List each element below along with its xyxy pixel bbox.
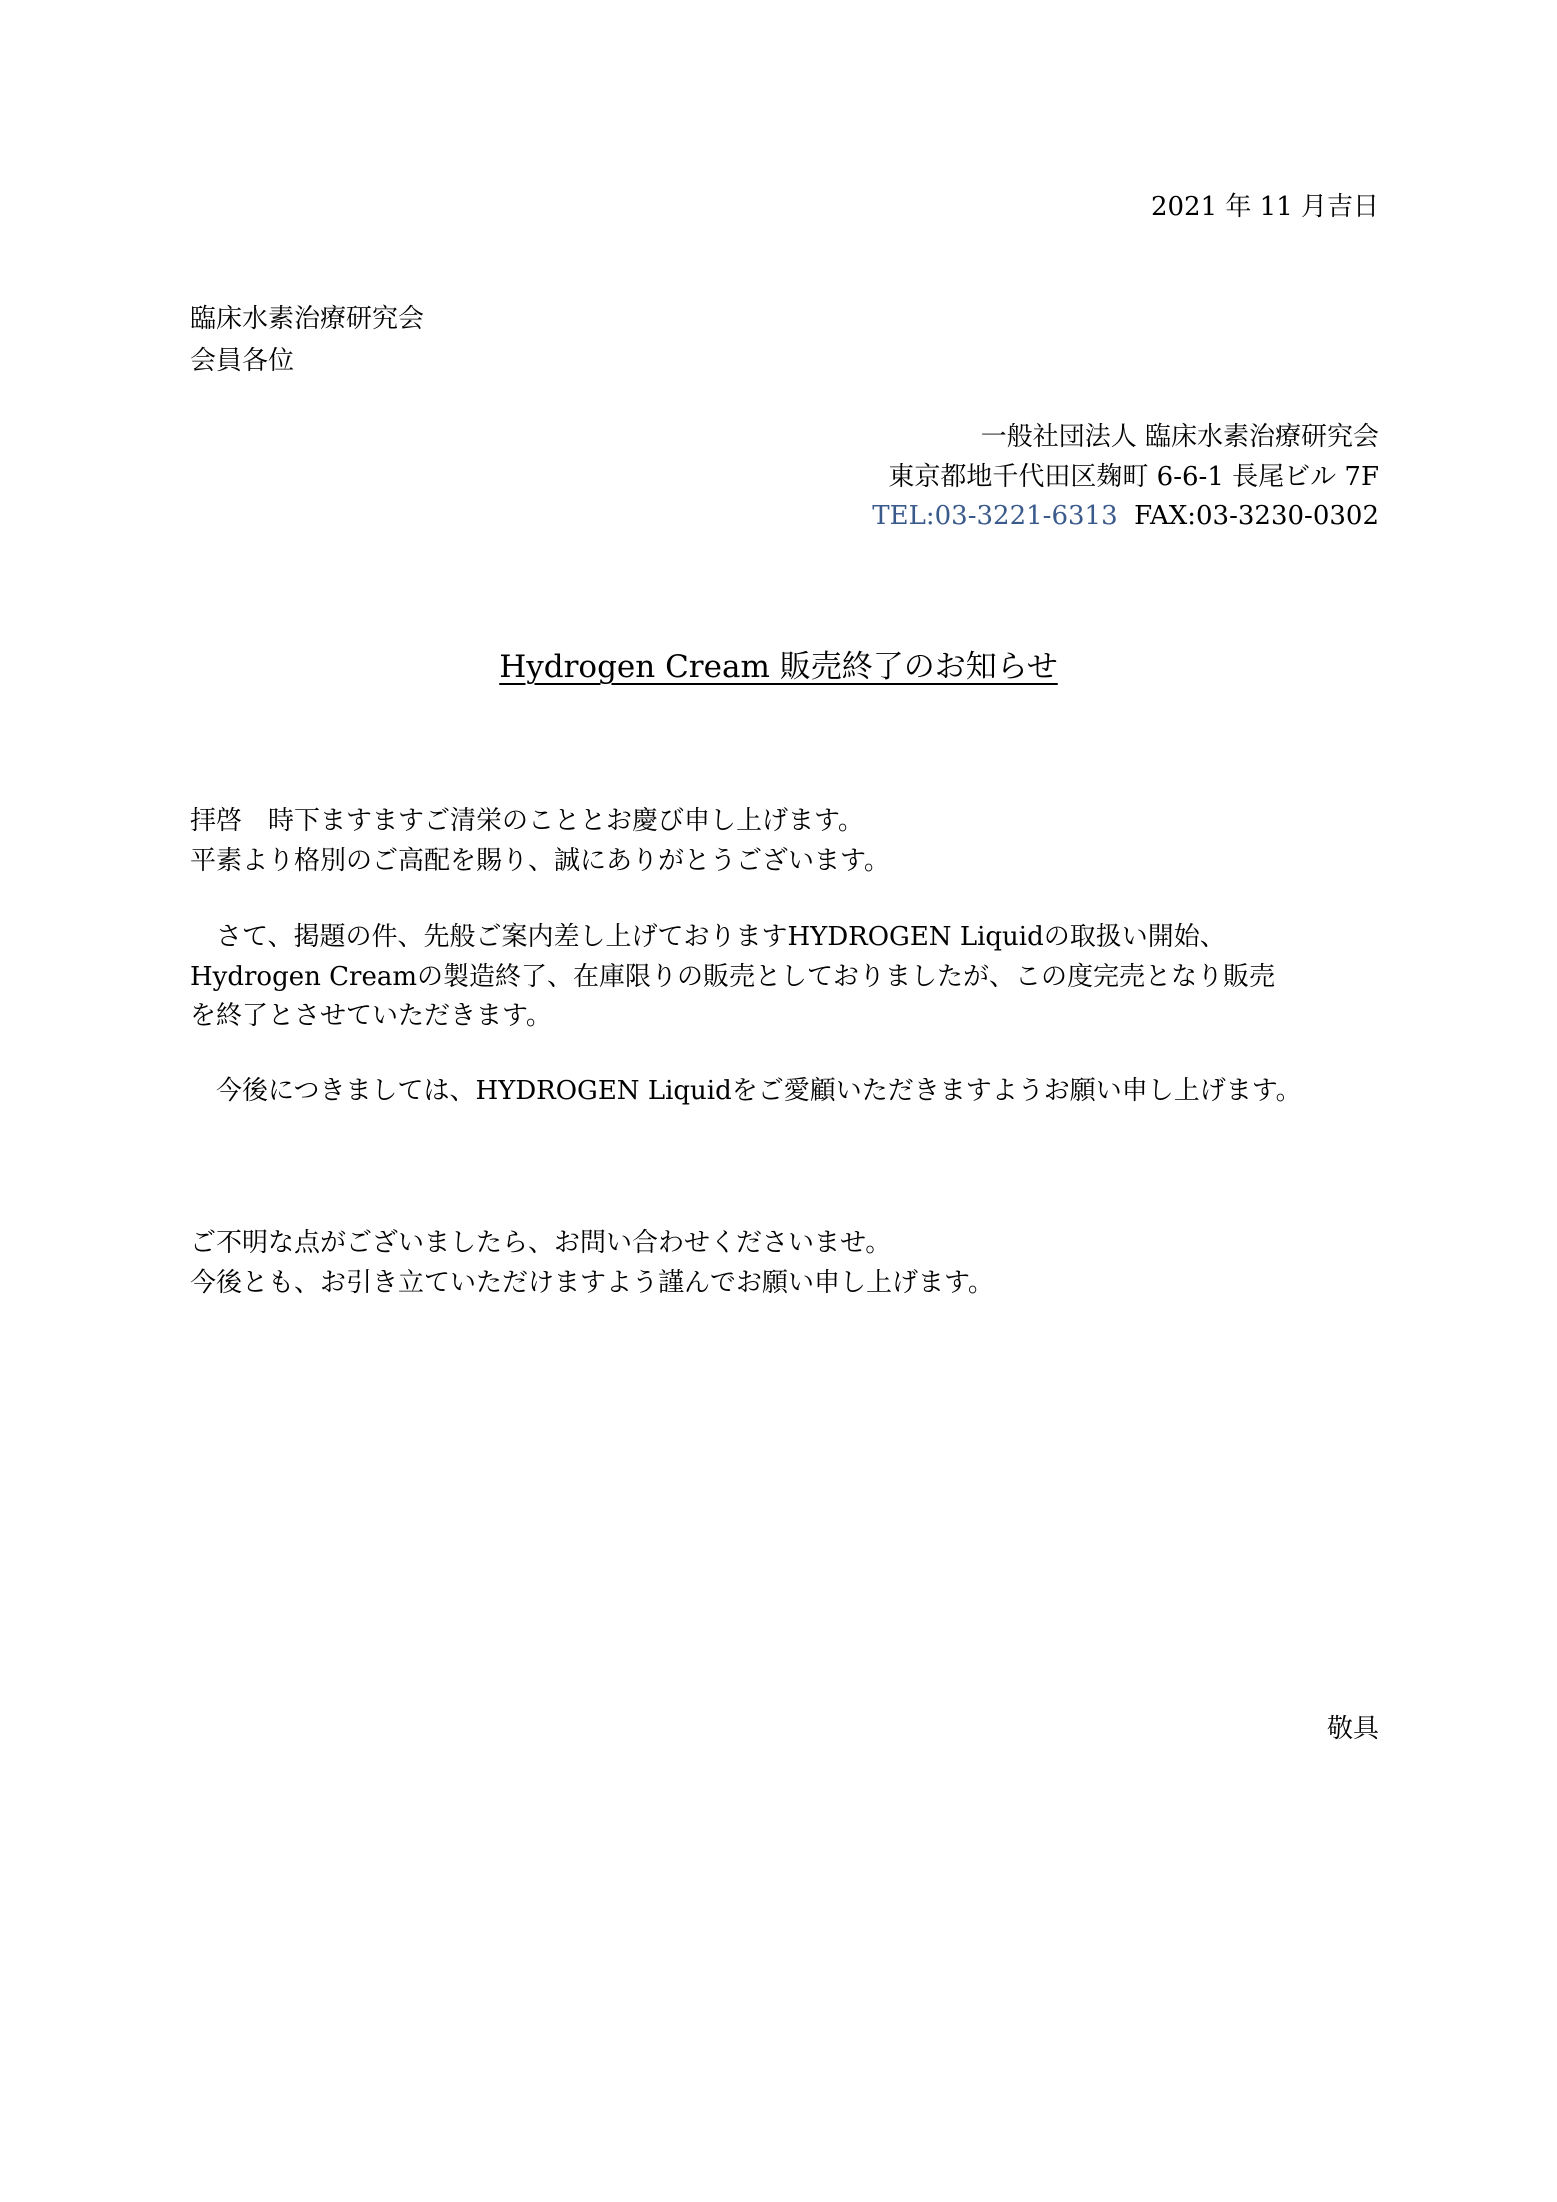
sender-fax: FAX:03-3230-0302 [1134,501,1379,531]
recipient-group: 臨床水素治療研究会 [190,304,425,334]
document-title [0,644,1557,690]
sender-address: 東京都地千代田区麹町 6-6-1 長尾ビル 7F [888,462,1379,492]
closing-keigu: 敬具 [1326,1714,1379,1744]
letter-date: 2021 年 11 月吉日 [1150,192,1379,222]
body-paragraph-2-line-1: 今後につきましては、HYDROGEN Liquidをご愛顧いただきますようお願い申し上げます。 [190,1076,1302,1106]
greeting-line-2: 平素より格別のご高配を賜り、誠にありがとうございます。 [190,846,890,876]
sender-organization: 一般社団法人 臨床水素治療研究会 [980,422,1379,452]
sender-contact [872,495,1379,537]
document-title-text: Hydrogen Cream 販売終了のお知らせ [499,649,1058,685]
sender-tel: TEL:03-3221-6313 [872,501,1118,531]
body-paragraph-1-line-1: さて、掲題の件、先般ご案内差し上げておりますHYDROGEN Liquidの取扱い開始、 [190,922,1226,952]
contact-line-1: ご不明な点がございましたら、お問い合わせくださいませ。 [190,1228,892,1258]
recipient-members: 会員各位 [190,346,295,376]
contact-line-2: 今後とも、お引き立ていただけますよう謹んでお願い申し上げます。 [190,1268,994,1298]
greeting-line-1: 拝啓 時下ますますご清栄のこととお慶び申し上げます。 [190,806,864,836]
body-paragraph-1-line-3: を終了とさせていただきます。 [190,1001,552,1031]
body-paragraph-1-line-2: Hydrogen Creamの製造終了、在庫限りの販売としておりましたが、この度完売となり販売 [190,962,1275,992]
